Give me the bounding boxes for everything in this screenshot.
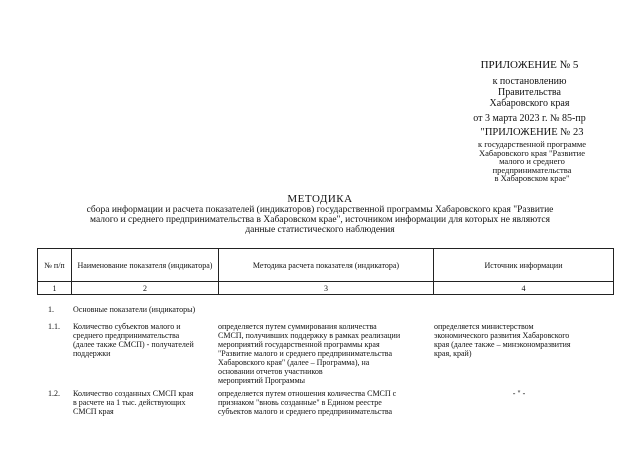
indicator-name-line: в расчете на 1 тыс. действующих — [73, 398, 186, 407]
indicator-name-line: среднего предпринимательства — [73, 331, 180, 340]
program-appendix-heading: "ПРИЛОЖЕНИЕ № 23 — [480, 127, 584, 138]
indicator-name — [73, 389, 203, 416]
method-subtitle-line: сбора информации и расчета показателей (индикаторов) государственной программы Хабаровского края "Развитие — [86, 205, 554, 215]
information-source — [434, 322, 604, 358]
approval-line: Хабаровского края — [489, 98, 570, 109]
indicator-name-line: СМСП края — [73, 407, 114, 416]
approval-heading: ПРИЛОЖЕНИЕ № 5 — [480, 59, 579, 71]
approval-block — [452, 60, 607, 124]
calculation-method-line: определяется путем суммирования количества — [218, 322, 377, 331]
calculation-method-line: основании отчетов участников — [218, 367, 323, 376]
column-number: 4 — [434, 282, 614, 295]
calculation-method-line: определяется путем отношения количества СМСП с — [218, 389, 397, 398]
table-number-row — [38, 282, 614, 295]
information-source: - " - — [512, 389, 526, 398]
program-appendix-block — [452, 127, 612, 183]
row-number: 1.2. — [48, 389, 60, 398]
calculation-method-line: СМСП, получивших поддержку в рамках реализации — [218, 331, 401, 340]
calculation-method-line: мероприятий Программы — [218, 376, 306, 385]
program-appendix-line: малого и среднего — [499, 156, 565, 166]
column-number: 3 — [219, 282, 434, 295]
calculation-method-line: признаком "вновь созданные" в Едином реестре — [218, 398, 382, 407]
section-number: 1. — [48, 305, 54, 314]
row-number: 1.1. — [48, 322, 60, 331]
method-subtitle-line: данные статистического наблюдения — [245, 225, 395, 235]
calculation-method — [218, 389, 423, 416]
table-header-row — [38, 249, 614, 282]
method-title: МЕТОДИКА — [287, 193, 353, 205]
approval-line: от 3 марта 2023 г. № 85-пр — [473, 113, 586, 124]
program-appendix-line: к государственной программе — [477, 139, 587, 149]
header-cell-name: Наименование показателя (индикатора) — [72, 249, 219, 282]
calculation-method-line: "Развитие малого и среднего предпринимательства — [218, 349, 393, 358]
header-cell-num: № п/п — [38, 249, 72, 282]
information-source-line: экономического развития Хабаровского — [434, 331, 570, 340]
calculation-method-line: Хабаровского края" (далее – Программа), на — [218, 358, 370, 367]
column-number: 2 — [72, 282, 219, 295]
indicator-name — [73, 322, 203, 358]
calculation-method — [218, 322, 423, 385]
information-source-line: края (далее также – минэкономразвития — [434, 340, 571, 349]
program-appendix-line: Хабаровского края "Развитие — [479, 147, 585, 158]
approval-line: Правительства — [498, 87, 561, 98]
header-cell-source: Источник информации — [434, 249, 614, 282]
information-source-line: определяется министерством — [434, 322, 534, 331]
program-appendix-line: в Хабаровском крае" — [494, 173, 570, 183]
calculation-method-line: мероприятий государственной программы края — [218, 340, 380, 349]
indicator-name-line: Количество созданных СМСП края — [73, 389, 194, 398]
indicator-name-line: поддержки — [73, 349, 111, 358]
calculation-method-line: субъектов малого и среднего предпринимательства — [218, 407, 393, 416]
indicator-name-line: Количество субъектов малого и — [73, 322, 181, 331]
column-number: 1 — [38, 282, 72, 295]
indicator-name-line: (далее также СМСП) - получателей — [73, 340, 194, 349]
approval-line: к постановлению — [492, 76, 567, 87]
header-cell-method: Методика расчета показателя (индикатора) — [219, 249, 434, 282]
section-title: Основные показатели (индикаторы) — [73, 305, 196, 314]
method-subtitle-line: малого и среднего предпринимательства в Хабаровском крае", источником информации для которых не являются — [90, 215, 550, 225]
information-source-line: края, край) — [434, 349, 472, 358]
indicators-table — [37, 248, 614, 295]
method-subtitle — [30, 205, 610, 235]
program-appendix-line: предпринимательства — [492, 164, 572, 175]
